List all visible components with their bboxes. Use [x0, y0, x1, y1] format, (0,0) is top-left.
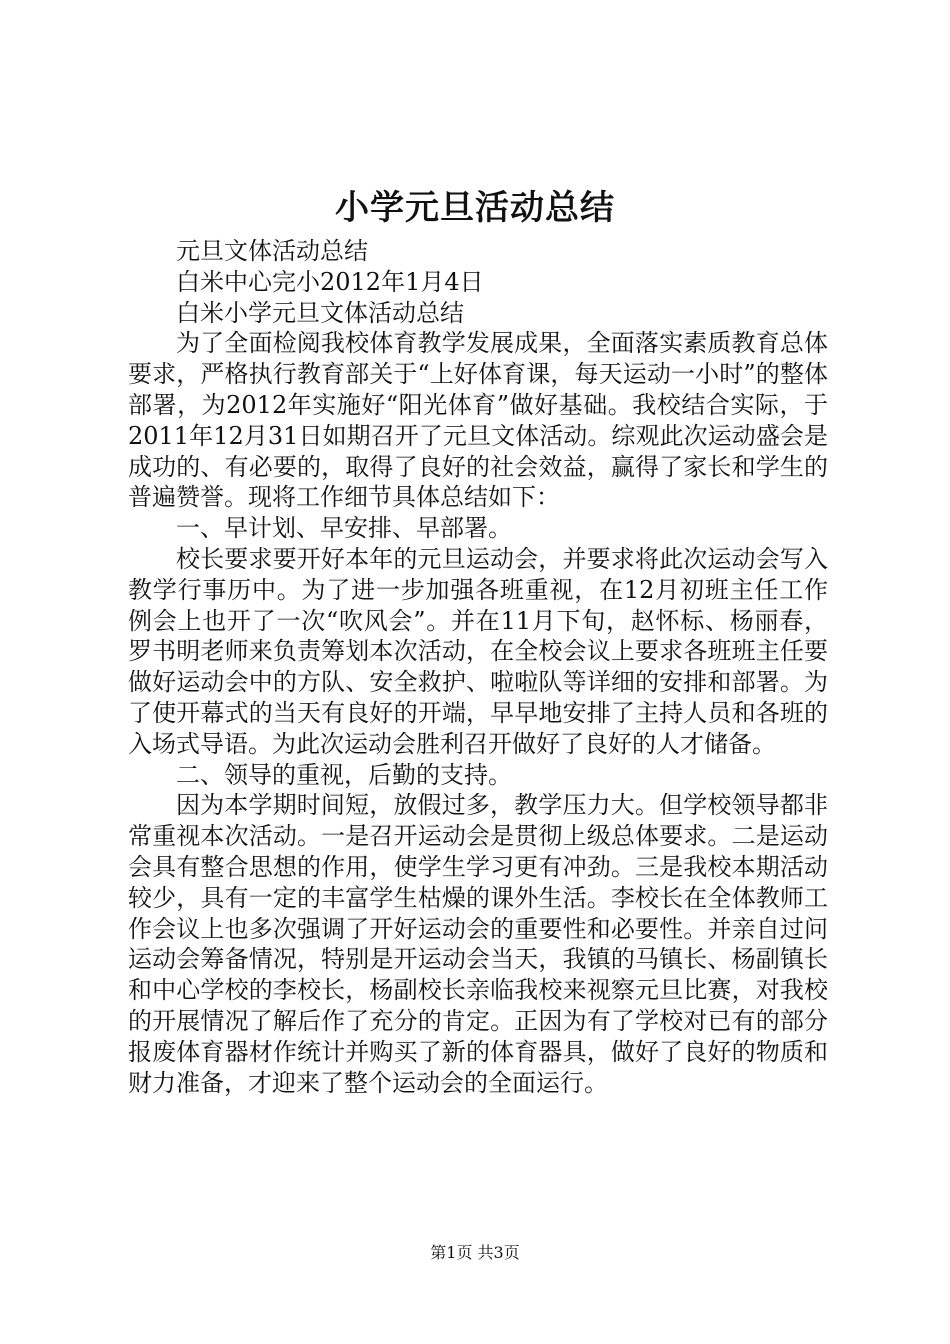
section-heading: 白米小学元旦文体活动总结 [176, 298, 464, 327]
section-heading-1: 一、早计划、早安排、早部署。 [176, 514, 512, 543]
author-date-line: 白米中心完小2012年1月4日 [176, 267, 484, 296]
body-paragraph-1: 校长要求要开好本年的元旦运动会，并要求将此次运动会写入教学行事历中。为了进一步加强各班重视，在12月初班主任工作例会上也开了一次“吹风会”。并在11月下旬，赵怀标、杨丽春，罗书明老师来负责筹划本次活动，在全校会议上要求各班班主任要做好运动会中的方队、安全救护、啦啦队等详细的安排和部署。为了使开幕式的当天有良好的开端，早早地安排了主持人员和各班的入场式导语。为此次运动会胜利召开做好了良好的人才储备。 [128, 544, 828, 758]
subtitle-line: 元旦文体活动总结 [176, 237, 368, 265]
document-title: 小学元旦活动总结 [335, 188, 615, 228]
page-footer: 第1页 共3页 [430, 1243, 520, 1262]
intro-paragraph: 为了全面检阅我校体育教学发展成果，全面落实素质教育总体要求，严格执行教育部关于“上好体育课，每天运动一小时”的整体部署，为2012年实施好“阳光体育”做好基础。我校结合实际，于2011年12月31日如期召开了元旦文体活动。综观此次运动盛会是成功的、有必要的，取得了良好的社会效益，赢得了家长和学生的普遍赞誉。现将工作细节具体总结如下： [128, 329, 828, 512]
body-paragraph-2: 因为本学期时间短，放假过多，教学压力大。但学校领导都非常重视本次活动。一是召开运动会是贯彻上级总体要求。二是运动会具有整合思想的作用，使学生学习更有冲劲。三是我校本期活动较少，具有一定的丰富学生枯燥的课外生活。李校长在全体教师工作会议上也多次强调了开好运动会的重要性和必要性。并亲自过问运动会筹备情况，特别是开运动会当天，我镇的马镇长、杨副镇长和中心学校的李校长，杨副校长亲临我校来视察元旦比赛，对我校的开展情况了解后作了充分的肯定。正因为有了学校对已有的部分报废体育器材作统计并购买了新的体育器具，做好了良好的物质和财力准备，才迎来了整个运动会的全面运行。 [128, 791, 828, 1097]
section-heading-2: 二、领导的重视，后勤的支持。 [176, 760, 512, 789]
document-body [128, 236, 828, 1098]
